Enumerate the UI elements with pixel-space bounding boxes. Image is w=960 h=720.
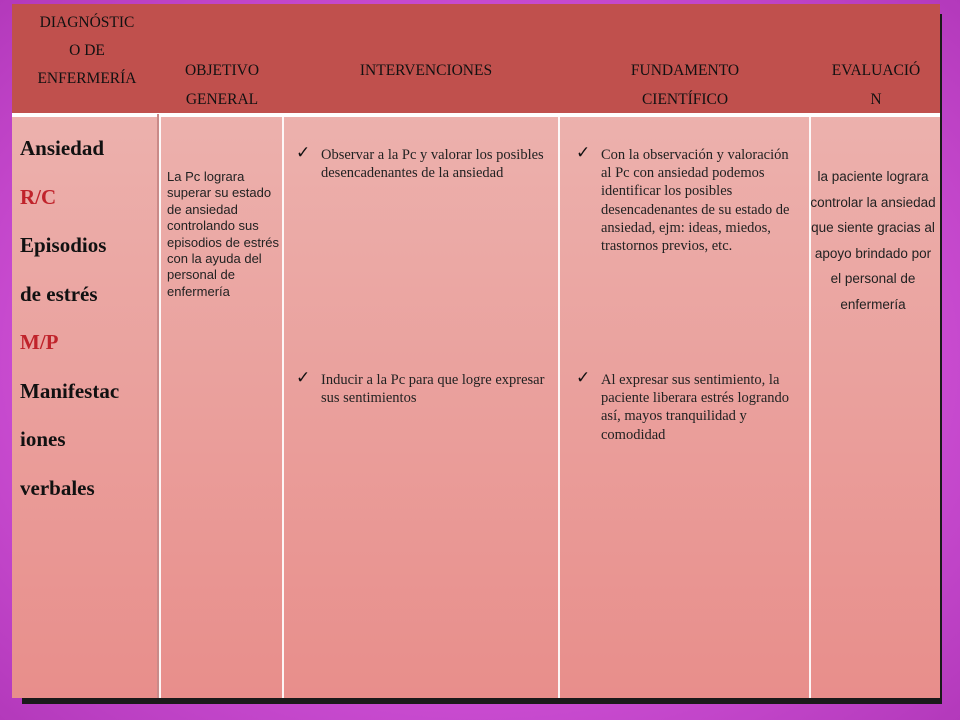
diagnosis-line: Episodios <box>20 233 107 257</box>
checkmark-icon: ✓ <box>296 368 311 388</box>
objective-cell: La Pc lograra superar su estado de ansiedad controlando sus episodios de estrés con la ayuda del personal de enfermería <box>167 169 280 299</box>
diagnosis-line: verbales <box>20 475 95 500</box>
header-diagnostico-line-3: ENFERMERÍA <box>37 70 137 87</box>
header-fundamento-line-2: CIENTÍFICO <box>641 91 729 108</box>
diagnosis-line-related: R/C <box>20 184 57 209</box>
diagnosis-cell <box>20 124 160 512</box>
diagnosis-line-manifested: M/P <box>20 330 59 354</box>
header-evaluacion <box>812 4 940 113</box>
fundamental-item <box>576 143 801 255</box>
header-intervenciones-line-1: INTERVENCIONES <box>359 62 493 79</box>
checkmark-icon: ✓ <box>576 143 591 163</box>
diagnosis-line: Ansiedad <box>20 136 105 160</box>
diagnosis-line: Manifestac <box>20 378 120 403</box>
header-fundamento <box>560 4 810 113</box>
intervention-item <box>296 368 553 407</box>
header-objetivo-line-1: OBJETIVO <box>184 62 260 79</box>
intervention-item <box>296 143 553 182</box>
checkmark-icon: ✓ <box>296 143 311 163</box>
header-intervenciones <box>294 4 558 113</box>
header-objetivo <box>162 4 282 113</box>
slide <box>12 4 940 698</box>
intervention-text: Inducir a la Pc para que logre expresar sus sentimientos <box>321 372 545 407</box>
checkmark-icon: ✓ <box>576 368 591 388</box>
fundamental-text: Al expresar sus sentimiento, la paciente liberara estrés logrando así, mayos tranquilidad y comodidad <box>601 372 790 443</box>
header-separator <box>12 113 940 117</box>
fundamental-item <box>576 368 801 444</box>
header-fundamento-line-1: FUNDAMENTO <box>630 62 740 79</box>
diagnosis-line: iones <box>20 427 66 451</box>
header-diagnostico <box>12 4 162 113</box>
column-divider <box>558 114 560 698</box>
evaluation-cell: la paciente lograra controlar la ansiedad que siente gracias al apoyo brindado por el personal de enfermería <box>810 169 936 312</box>
diagnosis-line: de estrés <box>20 281 98 306</box>
header-evaluacion-line-2: N <box>870 91 882 108</box>
header-diagnostico-line-2: O DE <box>69 42 105 59</box>
fundamental-text: Con la observación y valoración al Pc con ansiedad podemos identificar los posibles desencadenantes de su estado de ansiedad, ejm: ideas, miedos, trastornos previos, etc. <box>601 147 790 255</box>
header-objetivo-line-2: GENERAL <box>185 91 259 108</box>
header-evaluacion-line-1: EVALUACIÓ <box>831 62 921 79</box>
intervention-text: Observar a la Pc y valorar los posibles desencadenantes de la ansiedad <box>321 147 544 182</box>
header-diagnostico-line-1: DIAGNÓSTIC <box>39 14 135 31</box>
